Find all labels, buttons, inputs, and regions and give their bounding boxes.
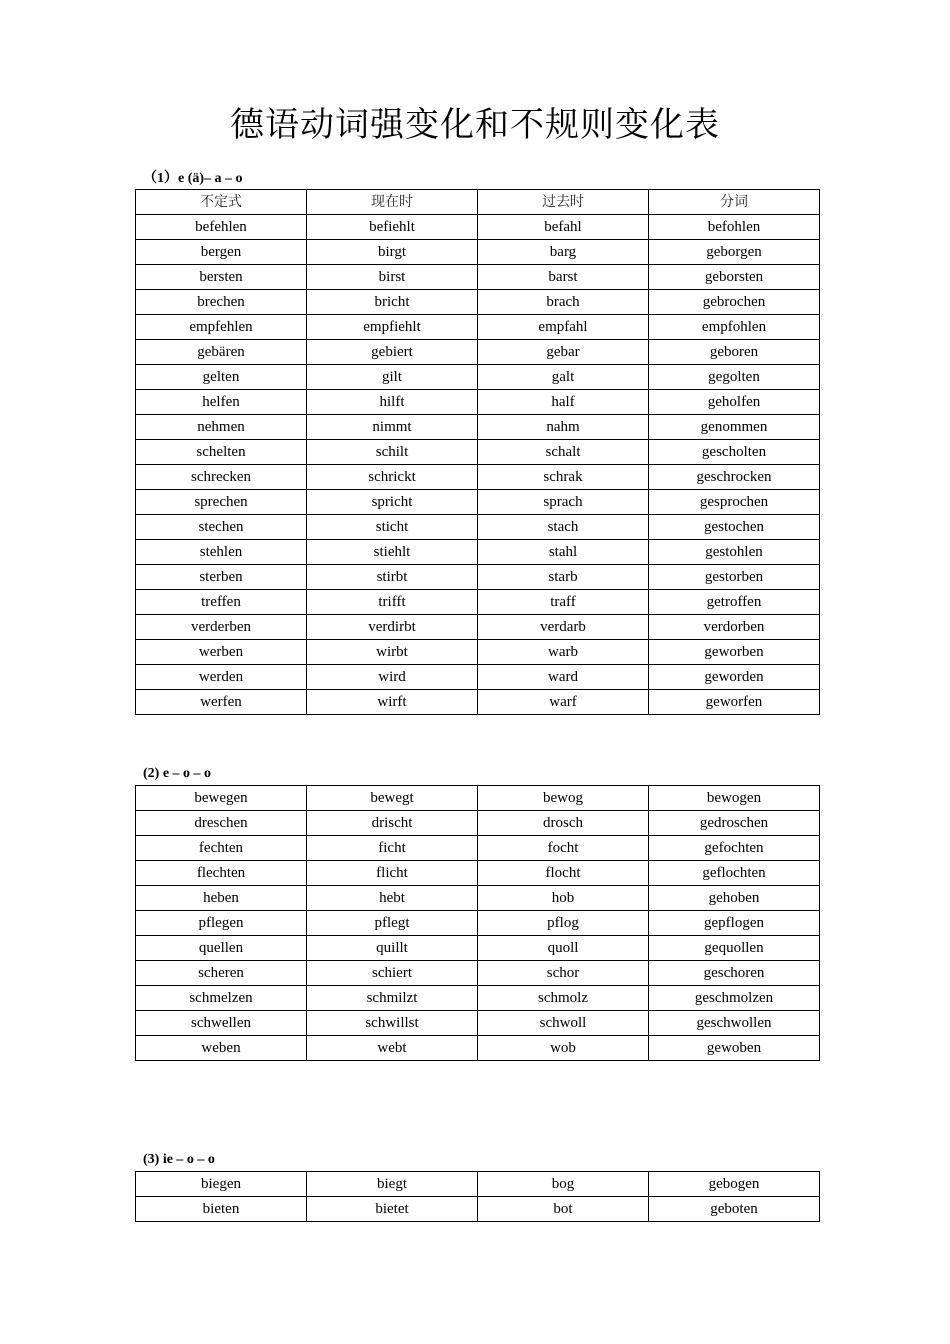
verb-form-cell: flocht (478, 861, 649, 886)
table-row (136, 240, 820, 265)
table-row (136, 340, 820, 365)
verb-form-cell: pflegt (307, 911, 478, 936)
table-row (136, 265, 820, 290)
verb-form-cell: verderben (136, 615, 307, 640)
verb-form-cell: bewogen (649, 786, 820, 811)
verb-form-cell: empfehlen (136, 315, 307, 340)
verb-form-cell: hob (478, 886, 649, 911)
verb-form-cell: schrak (478, 465, 649, 490)
verb-form-cell: wob (478, 1036, 649, 1061)
verb-form-cell: warb (478, 640, 649, 665)
verb-form-cell: werben (136, 640, 307, 665)
table-row (136, 1011, 820, 1036)
table-row (136, 215, 820, 240)
verb-form-cell: biegen (136, 1172, 307, 1197)
verb-form-cell: gestorben (649, 565, 820, 590)
verb-form-cell: verdarb (478, 615, 649, 640)
verb-form-cell: schilt (307, 440, 478, 465)
verb-form-cell: bergen (136, 240, 307, 265)
table-row (136, 836, 820, 861)
verb-form-cell: befehlen (136, 215, 307, 240)
table-row (136, 490, 820, 515)
verb-form-cell: werfen (136, 690, 307, 715)
verb-form-cell: schwellen (136, 1011, 307, 1036)
table-row (136, 861, 820, 886)
verb-form-cell: brach (478, 290, 649, 315)
verb-form-cell: bersten (136, 265, 307, 290)
table-row (136, 665, 820, 690)
verb-form-cell: helfen (136, 390, 307, 415)
verb-form-cell: sterben (136, 565, 307, 590)
verb-form-cell: geborsten (649, 265, 820, 290)
verb-form-cell: geschoren (649, 961, 820, 986)
table-row (136, 440, 820, 465)
verb-form-cell: traff (478, 590, 649, 615)
verb-form-cell: hilft (307, 390, 478, 415)
verb-form-cell: geworben (649, 640, 820, 665)
table-row (136, 640, 820, 665)
verb-form-cell: gelten (136, 365, 307, 390)
column-header: 不定式 (136, 190, 307, 215)
verb-form-cell: drosch (478, 811, 649, 836)
table-row (136, 961, 820, 986)
verb-form-cell: schelten (136, 440, 307, 465)
verb-form-cell: bot (478, 1197, 649, 1222)
verb-form-cell: getroffen (649, 590, 820, 615)
table-row (136, 290, 820, 315)
verb-form-cell: sprach (478, 490, 649, 515)
verb-form-cell: bietet (307, 1197, 478, 1222)
verb-form-cell: pflegen (136, 911, 307, 936)
verb-form-cell: nimmt (307, 415, 478, 440)
verb-form-cell: schrickt (307, 465, 478, 490)
column-header: 分词 (649, 190, 820, 215)
verb-form-cell: bieten (136, 1197, 307, 1222)
verb-form-cell: gescholten (649, 440, 820, 465)
verb-form-cell: brechen (136, 290, 307, 315)
verb-form-cell: fechten (136, 836, 307, 861)
verb-form-cell: ward (478, 665, 649, 690)
verb-form-cell: gehoben (649, 886, 820, 911)
verb-form-cell: stehlen (136, 540, 307, 565)
table-row (136, 1197, 820, 1222)
verb-form-cell: gepflogen (649, 911, 820, 936)
verb-form-cell: geborgen (649, 240, 820, 265)
verb-form-cell: wird (307, 665, 478, 690)
verb-form-cell: barg (478, 240, 649, 265)
verb-form-cell: empfahl (478, 315, 649, 340)
verb-form-cell: gilt (307, 365, 478, 390)
table-row (136, 911, 820, 936)
verb-form-cell: schrecken (136, 465, 307, 490)
verb-form-cell: starb (478, 565, 649, 590)
verb-form-cell: schwillst (307, 1011, 478, 1036)
verb-form-cell: spricht (307, 490, 478, 515)
section-1-label: （1）e (ä)– a – o (143, 171, 243, 186)
column-header: 过去时 (478, 190, 649, 215)
verb-form-cell: ficht (307, 836, 478, 861)
table-row (136, 565, 820, 590)
verb-form-cell: bewegt (307, 786, 478, 811)
verb-form-cell: gequollen (649, 936, 820, 961)
verb-form-cell: stahl (478, 540, 649, 565)
column-header: 现在时 (307, 190, 478, 215)
verb-form-cell: genommen (649, 415, 820, 440)
verb-form-cell: quellen (136, 936, 307, 961)
table-row (136, 415, 820, 440)
verb-form-cell: galt (478, 365, 649, 390)
verb-form-cell: biegt (307, 1172, 478, 1197)
verb-form-cell: warf (478, 690, 649, 715)
verb-form-cell: webt (307, 1036, 478, 1061)
verb-form-cell: geschmolzen (649, 986, 820, 1011)
verb-form-cell: befohlen (649, 215, 820, 240)
verb-form-cell: gefochten (649, 836, 820, 861)
verb-form-cell: schmilzt (307, 986, 478, 1011)
table-row (136, 315, 820, 340)
verb-form-cell: gewoben (649, 1036, 820, 1061)
verb-form-cell: schwoll (478, 1011, 649, 1036)
verb-form-cell: geschwollen (649, 1011, 820, 1036)
table-row (136, 1172, 820, 1197)
verb-form-cell: schor (478, 961, 649, 986)
verb-form-cell: bewegen (136, 786, 307, 811)
verb-table-3 (135, 1171, 820, 1222)
section-2-label: (2) e – o – o (143, 766, 212, 781)
table-header-row (136, 190, 820, 215)
verb-form-cell: bog (478, 1172, 649, 1197)
verb-form-cell: flicht (307, 861, 478, 886)
verb-form-cell: quoll (478, 936, 649, 961)
verb-form-cell: treffen (136, 590, 307, 615)
verb-form-cell: geworfen (649, 690, 820, 715)
verb-form-cell: gebar (478, 340, 649, 365)
verb-form-cell: scheren (136, 961, 307, 986)
verb-form-cell: pflog (478, 911, 649, 936)
verb-form-cell: stach (478, 515, 649, 540)
verb-form-cell: bricht (307, 290, 478, 315)
verb-form-cell: werden (136, 665, 307, 690)
table-row (136, 540, 820, 565)
verb-form-cell: gebogen (649, 1172, 820, 1197)
verb-form-cell: nehmen (136, 415, 307, 440)
verb-form-cell: gestochen (649, 515, 820, 540)
table-row (136, 390, 820, 415)
verb-form-cell: drischt (307, 811, 478, 836)
verb-form-cell: nahm (478, 415, 649, 440)
table-row (136, 365, 820, 390)
table-row (136, 465, 820, 490)
table-row (136, 615, 820, 640)
verb-form-cell: schiert (307, 961, 478, 986)
verb-form-cell: barst (478, 265, 649, 290)
verb-form-cell: sticht (307, 515, 478, 540)
verb-table-1 (135, 189, 820, 715)
verb-form-cell: gesprochen (649, 490, 820, 515)
table-row (136, 786, 820, 811)
verb-form-cell: stirbt (307, 565, 478, 590)
verb-form-cell: geschrocken (649, 465, 820, 490)
verb-form-cell: geworden (649, 665, 820, 690)
verb-form-cell: geboren (649, 340, 820, 365)
verb-form-cell: sprechen (136, 490, 307, 515)
verb-form-cell: hebt (307, 886, 478, 911)
table-row (136, 590, 820, 615)
verb-form-cell: gebären (136, 340, 307, 365)
verb-form-cell: empfohlen (649, 315, 820, 340)
table-row (136, 515, 820, 540)
verb-form-cell: wirft (307, 690, 478, 715)
verb-form-cell: stechen (136, 515, 307, 540)
verb-form-cell: birst (307, 265, 478, 290)
verb-form-cell: focht (478, 836, 649, 861)
table-row (136, 986, 820, 1011)
verb-form-cell: quillt (307, 936, 478, 961)
verb-form-cell: half (478, 390, 649, 415)
verb-form-cell: schmolz (478, 986, 649, 1011)
verb-form-cell: geflochten (649, 861, 820, 886)
table-row (136, 936, 820, 961)
verb-form-cell: gegolten (649, 365, 820, 390)
verb-form-cell: flechten (136, 861, 307, 886)
verb-form-cell: befiehlt (307, 215, 478, 240)
section-3-label: (3) ie – o – o (143, 1152, 215, 1167)
verb-form-cell: bewog (478, 786, 649, 811)
verb-table-2 (135, 785, 820, 1061)
verb-form-cell: gestohlen (649, 540, 820, 565)
verb-form-cell: birgt (307, 240, 478, 265)
verb-form-cell: verdirbt (307, 615, 478, 640)
verb-form-cell: gebrochen (649, 290, 820, 315)
table-row (136, 1036, 820, 1061)
verb-form-cell: wirbt (307, 640, 478, 665)
table-row (136, 811, 820, 836)
verb-form-cell: gedroschen (649, 811, 820, 836)
verb-form-cell: dreschen (136, 811, 307, 836)
verb-form-cell: weben (136, 1036, 307, 1061)
verb-form-cell: geboten (649, 1197, 820, 1222)
verb-form-cell: heben (136, 886, 307, 911)
verb-form-cell: geholfen (649, 390, 820, 415)
table-row (136, 886, 820, 911)
verb-form-cell: schalt (478, 440, 649, 465)
verb-form-cell: befahl (478, 215, 649, 240)
verb-form-cell: schmelzen (136, 986, 307, 1011)
verb-form-cell: gebiert (307, 340, 478, 365)
table-row (136, 690, 820, 715)
verb-form-cell: stiehlt (307, 540, 478, 565)
verb-form-cell: empfiehlt (307, 315, 478, 340)
verb-form-cell: trifft (307, 590, 478, 615)
page-title: 德语动词强变化和不规则变化表 (230, 105, 720, 145)
verb-form-cell: verdorben (649, 615, 820, 640)
